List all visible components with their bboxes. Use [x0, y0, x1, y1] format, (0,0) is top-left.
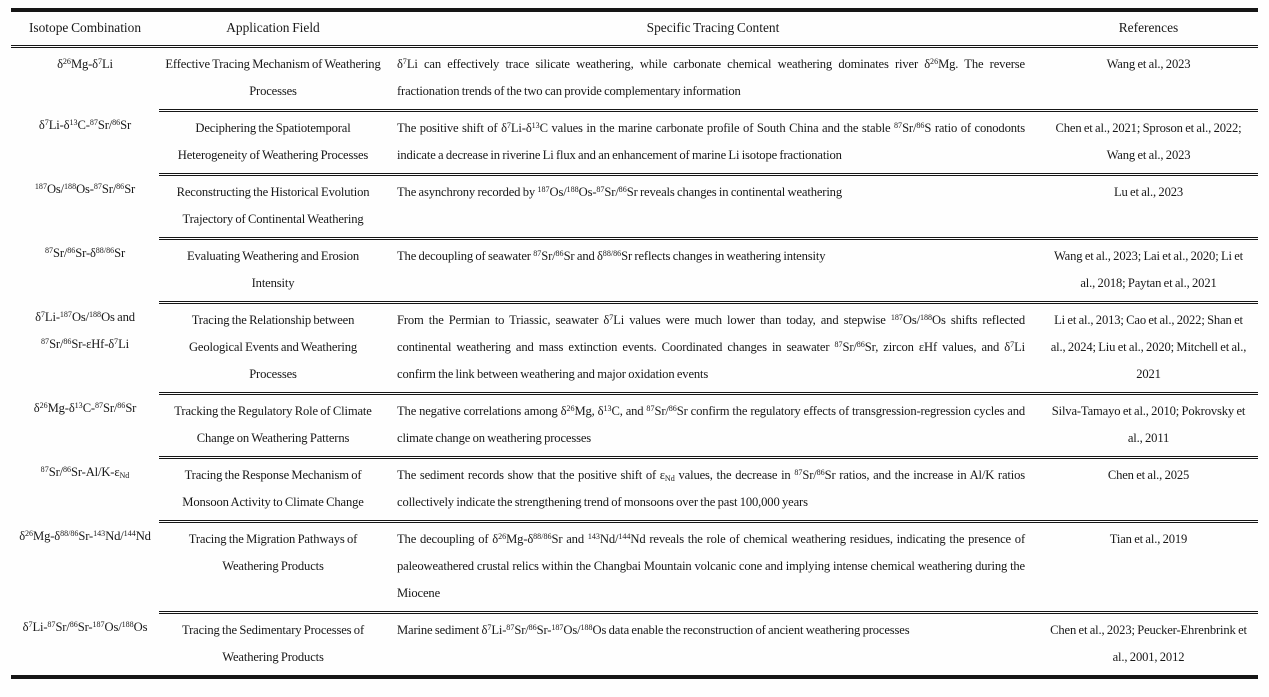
application-field-cell: Tracing the Migration Pathways of Weathering Products: [159, 520, 387, 584]
references-cell: Tian et al., 2019: [1039, 520, 1258, 557]
application-field-cell: Tracing the Relationship between Geological Events and Weathering Processes: [159, 301, 387, 392]
isotope-tracing-table: [11, 8, 1258, 679]
isotope-combination-cell: $\delta^{26}Mg-\delta^7Li$: [57, 57, 113, 71]
table-row: [11, 48, 1258, 109]
table-header-row: [11, 12, 1258, 48]
table-row: [11, 109, 1258, 173]
specific-tracing-content-cell: The sediment records show that the positive shift of $\varepsilon_{Nd}$ values, the decrease in $^{87}$Sr/$^{86}$Sr ratios, and the increase in Al/K ratios collectively indicate the strengthening trend of monsoons over the past 100,000 years: [387, 456, 1039, 520]
isotope-combination-cell: $\delta^7Li-^{87}Sr/^{86}Sr-^{187}Os/^{188}Os$: [22, 620, 148, 634]
table-row: [11, 456, 1258, 520]
isotope-combination-cell: $^{87}Sr/^{86}Sr-Al/K-\varepsilon_{Nd}$: [40, 465, 130, 481]
application-field-cell: Tracing the Sedimentary Processes of Weathering Products: [159, 611, 387, 675]
column-header-specific-tracing-content: Specific Tracing Content: [646, 20, 780, 35]
references-cell: Li et al., 2013; Cao et al., 2022; Shan et al., 2024; Liu et al., 2020; Mitchell et al., 2021: [1039, 301, 1258, 392]
isotope-combination-cell: $\delta^7Li-\delta^{13}C-^{87}Sr/^{86}Sr$: [38, 118, 132, 132]
isotope-combination-cell: $^{187}$Os/$^{188}$Os-$^{87}$Sr/$^{86}$Sr: [34, 182, 136, 196]
isotope-combination-cell: $\delta^7Li-^{187}Os/^{188}Os$ and $^{87}Sr/^{86}Sr-\varepsilon Hf-\delta^7Li$: [35, 310, 135, 351]
application-field-cell: Evaluating Weathering and Erosion Intensity: [159, 237, 387, 301]
table-row: [11, 611, 1258, 675]
specific-tracing-content-cell: The positive shift of $\delta^7Li-\delta^{13}C$ values in the marine carbonate profile of South China and the stable $^{87}$Sr/$^{86}$S ratio of conodonts indicate a decrease in riverine Li flux and an enhancement of marine Li isotope fractionation: [387, 109, 1039, 173]
application-field-cell: Tracking the Regulatory Role of Climate Change on Weathering Patterns: [159, 392, 387, 456]
specific-tracing-content-cell: The decoupling of $\delta^{26}Mg-\delta^{88/86}Sr$ and $^{143}$Nd/$^{144}$Nd reveals the role of chemical weathering residues, indicating the presence of paleoweathered crustal relics within the Changbai Mountain volcanic cone and implying intense chemical weathering during the Miocene: [387, 520, 1039, 611]
specific-tracing-content-cell: From the Permian to Triassic, seawater $\delta^7Li$ values were much lower than today, and stepwise $^{187}$Os/$^{188}$Os shifts reflected continental weathering and mass extinction events. Coordinated changes in seawater $^{87}$Sr/$^{86}$Sr, zircon εHf values, and $\delta^7Li$ confirm the link between weathering and major oxidation events: [387, 301, 1039, 392]
isotope-combination-cell: $\delta^{26}Mg-\delta^{13}C-^{87}Sr/^{86}Sr$: [33, 401, 137, 415]
application-field-cell: Reconstructing the Historical Evolution Trajectory of Continental Weathering: [159, 173, 387, 237]
specific-tracing-content-cell: The asynchrony recorded by $^{187}$Os/$^{188}$Os-$^{87}$Sr/$^{86}$Sr reveals changes in continental weathering: [387, 173, 1039, 210]
references-cell: Lu et al., 2023: [1039, 173, 1258, 210]
table-row: [11, 392, 1258, 456]
references-cell: Wang et al., 2023; Lai et al., 2020; Li et al., 2018; Paytan et al., 2021: [1039, 237, 1258, 301]
references-cell: Wang et al., 2023: [1106, 57, 1191, 71]
table-row: [11, 520, 1258, 611]
column-header-references: References: [1118, 20, 1179, 35]
table-body: [11, 48, 1258, 675]
table-row: [11, 301, 1258, 392]
isotope-combination-cell: $^{87}Sr/^{86}Sr-\delta^{88/86}Sr$: [44, 246, 126, 260]
application-field-cell: Tracing the Response Mechanism of Monsoon Activity to Climate Change: [159, 456, 387, 520]
specific-tracing-content-cell: Marine sediment $\delta^7Li-^{87}Sr/^{86}Sr-^{187}Os/^{188}Os$ data enable the reconstruction of ancient weathering processes: [387, 611, 1039, 648]
specific-tracing-content-cell: $\delta^7Li$ can effectively trace silicate weathering, while carbonate chemical weathering dominates river $\delta^{26}Mg$. The reverse fractionation trends of the two can provide complementary information: [397, 57, 1025, 98]
column-header-isotope-combination: Isotope Combination: [28, 20, 142, 35]
application-field-cell: Deciphering the Spatiotemporal Heterogeneity of Weathering Processes: [159, 109, 387, 173]
specific-tracing-content-cell: The negative correlations among $\delta^{26}Mg$, $\delta^{13}C$, and $^{87}$Sr/$^{86}$Sr confirm the regulatory effects of transgression-regression cycles and climate change on weathering processes: [387, 392, 1039, 456]
references-cell: Chen et al., 2023; Peucker-Ehrenbrink et al., 2001, 2012: [1039, 611, 1258, 675]
references-cell: Chen et al., 2025: [1039, 456, 1258, 493]
table-row: [11, 173, 1258, 237]
references-cell: Chen et al., 2021; Sproson et al., 2022; Wang et al., 2023: [1039, 109, 1258, 173]
isotope-combination-cell: $\delta^{26}Mg-\delta^{88/86}Sr-^{143}Nd/^{144}Nd$: [19, 529, 151, 543]
table-row: [11, 237, 1258, 301]
specific-tracing-content-cell: The decoupling of seawater $^{87}$Sr/$^{86}$Sr and $\delta^{88/86}Sr$ reflects changes in weathering intensity: [387, 237, 1039, 274]
references-cell: Silva-Tamayo et al., 2010; Pokrovsky et al., 2011: [1039, 392, 1258, 456]
application-field-cell: Effective Tracing Mechanism of Weathering Processes: [165, 57, 381, 98]
column-header-application-field: Application Field: [226, 20, 320, 35]
